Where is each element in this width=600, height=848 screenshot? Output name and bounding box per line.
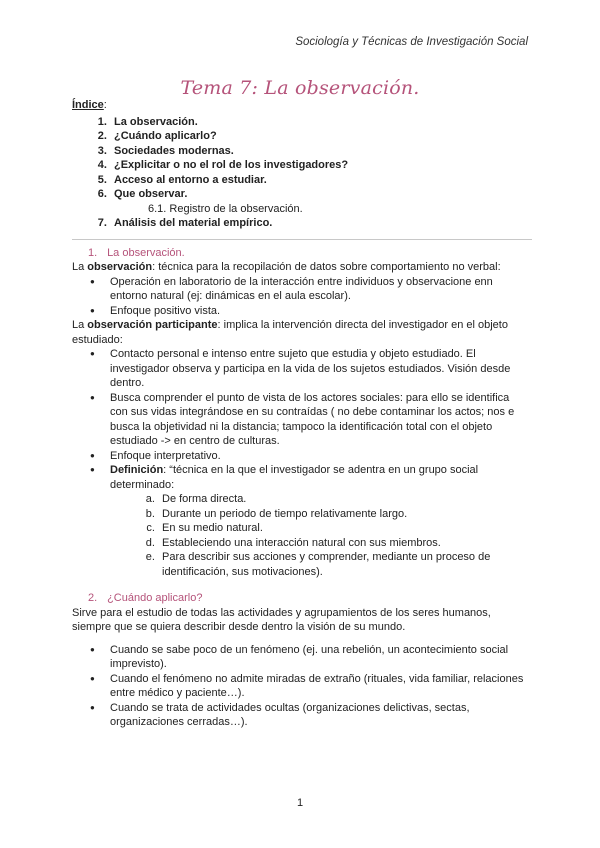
text-run: La [72,261,88,273]
list-item: d. Estableciendo una interacción natural con sus miembros. [158,536,528,551]
toc-item: 1. La observación. [110,115,528,130]
toc-item [110,187,528,216]
document-title: Tema 7: La observación. [180,77,420,99]
index-heading: Índice: [72,99,107,111]
text-run: : “técnica en la que el investigador se adentra en un grupo social determinado: [110,464,479,491]
text-run: La [72,319,88,331]
list-item: ● Enfoque positivo vista. [106,304,528,319]
paragraph [72,318,528,347]
bold-term: Definición [110,464,164,476]
section-heading [72,246,528,261]
bold-term: observación participante [87,319,218,331]
list-item: ● Cuando el fenómeno no admite miradas de extraño (rituales, vida familiar, relaciones entre médico y paciente…). [106,672,528,701]
list-item: c. En su medio natural. [158,521,528,536]
page-number: 1 [296,797,304,809]
toc-item-label: Que observar. [114,188,188,200]
list-item: e. Para describir sus acciones y comprender, mediante un proceso de identificación, sus motivaciones). [158,550,528,579]
section-heading [72,591,528,606]
list-item: ● Busca comprender el punto de vista de los actores sociales: para ello se identifica con sus vidas integrándose en su contraídas ( no debe contaminar los actos; nos e busca la objetividad ni la distancia; tampoco la identificación total con el objeto estudiado -> en centro de culturas. [106,391,528,449]
toc-item: 5. Acceso al entorno a estudiar. [110,173,528,188]
list-item [106,463,528,579]
section-number: 2. [88,592,98,604]
spacer [72,579,528,591]
list-item: ● Cuando se sabe poco de un fenómeno (ej. una rebelión, un acontecimiento social imprevisto). [106,643,528,672]
list-item: a. De forma directa. [158,492,528,507]
running-header: Sociología y Técnicas de Investigación Social [295,36,528,48]
text-run: : implica la intervención directa del investigador en el objeto estudiado: [72,319,508,346]
document-body [72,98,528,730]
list-item: ● Enfoque interpretativo. [106,449,528,464]
paragraph [72,260,528,275]
section-title: ¿Cuándo aplicarlo? [107,592,203,604]
table-of-contents [72,115,528,231]
list-item: b. Durante un periodo de tiempo relativamente largo. [158,507,528,522]
list-item: ● Contacto personal e intenso entre sujeto que estudia y objeto estudiado. El investigador observa y participa en la vida de los sujetos estudiados. Visión desde dentro. [106,347,528,391]
toc-item: 2. ¿Cuándo aplicarlo? [110,129,528,144]
lettered-list [110,492,528,579]
list-item: ● Cuando se trata de actividades ocultas (organizaciones delictivas, sectas, organizaciones cerradas…). [106,701,528,730]
toc-subitem: 6.1. Registro de la observación. [148,202,303,215]
bullet-list [72,275,528,319]
list-item: ● Operación en laboratorio de la interacción entre individuos y observacione enn entorno natural (ej: dinámicas en el aula escolar). [106,275,528,304]
text-run: : técnica para la recopilación de datos sobre comportamiento no verbal: [152,261,501,273]
bold-term: observación [87,261,153,273]
spacer [72,635,528,643]
toc-item: 7. Análisis del material empírico. [110,216,528,231]
index-label: Índice [72,99,104,111]
toc-item: 3. Sociedades modernas. [110,144,528,159]
paragraph: Sirve para el estudio de todas las actividades y agrupamientos de los seres humanos, siempre que se quiera describir desde dentro la visión de su mundo. [72,606,491,633]
toc-item: 4. ¿Explicitar o no el rol de los investigadores? [110,158,528,173]
section-title: La observación. [107,246,185,259]
section-number: 1. [88,246,98,259]
bullet-list [72,347,528,579]
horizontal-divider [72,239,532,240]
bullet-list [72,643,528,730]
